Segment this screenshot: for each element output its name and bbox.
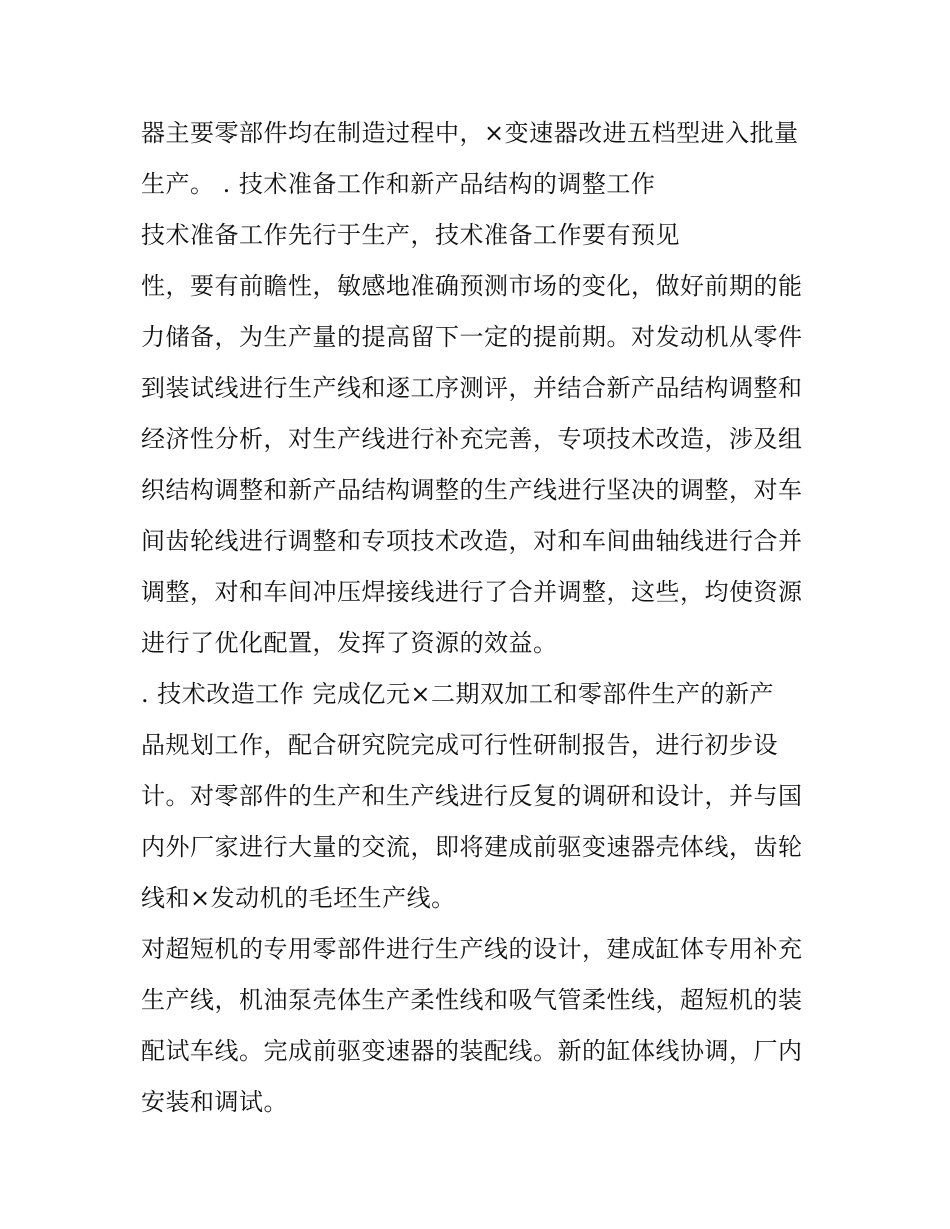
text-line: 技术准备工作先行于生产，技术准备工作要有预见 <box>141 221 680 249</box>
text-line: 间齿轮线进行调整和专项技术改造，对和车间曲轴线进行合并 <box>141 527 803 555</box>
text-line: 进行了优化配置，发挥了资源的效益。 <box>141 629 558 657</box>
text-line: 调整，对和车间冲压焊接线进行了合并调整，这些，均使资源 <box>141 578 803 606</box>
text-line: 品规划工作，配合研究院完成可行性研制报告，进行初步设 <box>141 731 778 759</box>
text-line: 生产线，机油泵壳体生产柔性线和吸气管柔性线，超短机的装 <box>141 986 803 1014</box>
text-line: 力储备，为生产量的提高留下一定的提前期。对发动机从零件 <box>141 323 803 351</box>
text-line: 经济性分析，对生产线进行补充完善，专项技术改造，涉及组 <box>141 425 803 453</box>
text-line: 内外厂家进行大量的交流，即将建成前驱变速器壳体线，齿轮 <box>141 833 803 861</box>
text-line: 线和×发动机的毛坯生产线。 <box>141 884 456 912</box>
text-line: 对超短机的专用零部件进行生产线的设计，建成缸体专用补充 <box>141 935 803 963</box>
text-line: 计。对零部件的生产和生产线进行反复的调研和设计，并与国 <box>141 782 803 810</box>
text-line: 性，要有前瞻性，敏感地准确预测市场的变化，做好前期的能 <box>141 272 803 300</box>
text-line: 生产。 . 技术准备工作和新产品结构的调整工作 <box>141 170 656 198</box>
body-text <box>141 108 821 1128</box>
text-line: 安装和调试。 <box>141 1088 288 1116</box>
text-line: 器主要零部件均在制造过程中，×变速器改进五档型进入批量 <box>141 119 799 147</box>
text-line: 到装试线进行生产线和逐工序测评，并结合新产品结构调整和 <box>141 374 803 402</box>
text-line: 织结构调整和新产品结构调整的生产线进行坚决的调整，对车 <box>141 476 803 504</box>
text-line: . 技术改造工作 完成亿元×二期双加工和零部件生产的新产 <box>141 680 774 708</box>
text-line: 配试车线。完成前驱变速器的装配线。新的缸体线协调，厂内 <box>141 1037 803 1065</box>
